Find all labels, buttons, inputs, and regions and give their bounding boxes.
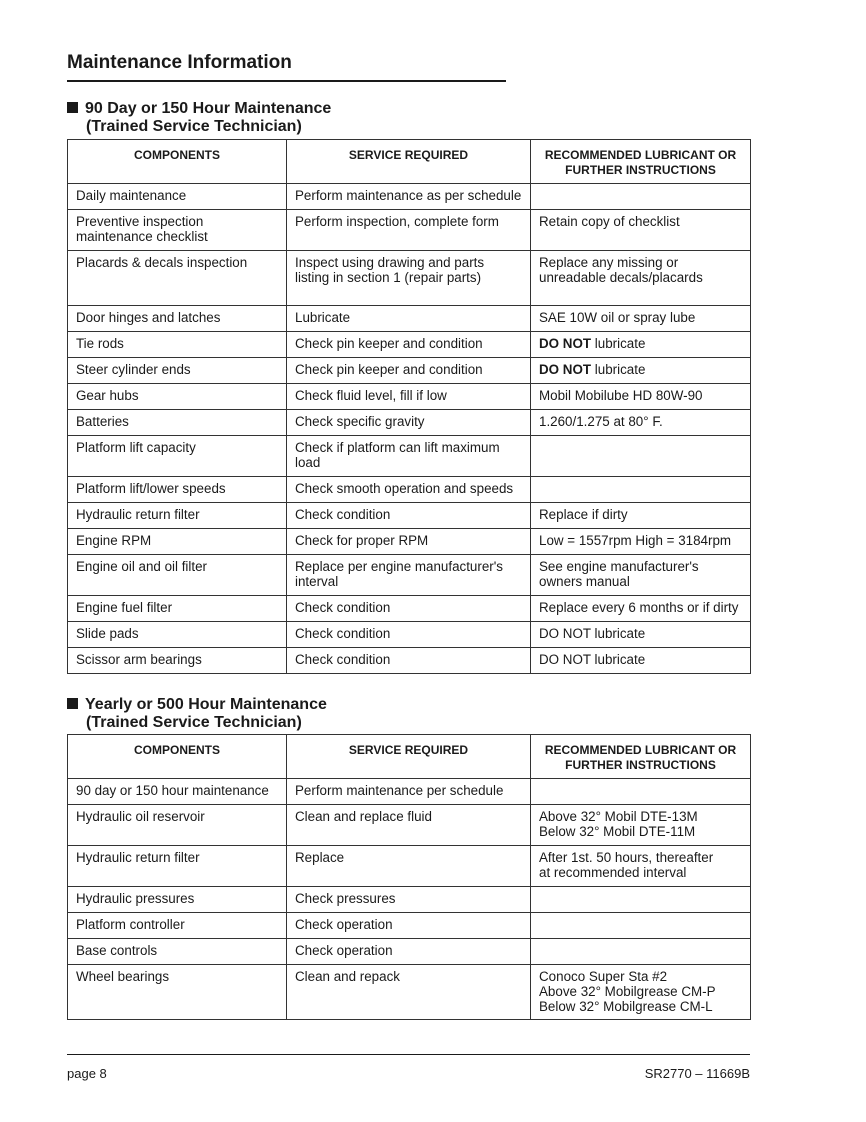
- table-row: [68, 251, 751, 306]
- notes-emphasis: DO NOT: [539, 336, 592, 351]
- cell-notes: [531, 184, 751, 210]
- cell-component: Engine oil and oil filter: [68, 555, 287, 596]
- bullet-square-icon: [67, 698, 78, 709]
- cell-component: Placards & decals inspection: [68, 251, 287, 306]
- document-id: SR2770 – 11669B: [644, 1066, 750, 1081]
- cell-notes: [531, 965, 751, 1020]
- cell-service: Perform maintenance as per schedule: [287, 184, 531, 210]
- notes-text: SAE 10W oil or spray lube: [539, 310, 696, 325]
- cell-notes: [531, 648, 751, 674]
- section-heading-line1: 90 Day or 150 Hour Maintenance: [85, 100, 332, 117]
- cell-component: Tie rods: [68, 332, 287, 358]
- cell-notes: [531, 555, 751, 596]
- cell-service: Check operation: [287, 939, 531, 965]
- table-row: [68, 436, 751, 477]
- cell-component: Platform controller: [68, 913, 287, 939]
- table-row: [68, 596, 751, 622]
- cell-notes: [531, 596, 751, 622]
- table-row: [68, 410, 751, 436]
- cell-service: Check condition: [287, 648, 531, 674]
- cell-service: Check for proper RPM: [287, 529, 531, 555]
- table-row: [68, 358, 751, 384]
- cell-notes: [531, 913, 751, 939]
- cell-service: Clean and repack: [287, 965, 531, 1020]
- table-row: [68, 184, 751, 210]
- table-row: [68, 306, 751, 332]
- table-row: [68, 846, 751, 887]
- table-row: [68, 887, 751, 913]
- section-heading-line2: (Trained Service Technician): [86, 118, 302, 135]
- cell-notes: [531, 887, 751, 913]
- cell-service: Inspect using drawing and parts listing in section 1 (repair parts): [287, 251, 531, 306]
- notes-text: After 1st. 50 hours, thereafter at recommended interval: [539, 850, 714, 880]
- cell-service: Check condition: [287, 596, 531, 622]
- notes-emphasis: DO NOT: [539, 362, 592, 377]
- cell-service: Perform maintenance per schedule: [287, 779, 531, 805]
- table-row: [68, 332, 751, 358]
- cell-component: Platform lift capacity: [68, 436, 287, 477]
- cell-notes: [531, 436, 751, 477]
- notes-text: 1.260/1.275 at 80° F.: [539, 414, 663, 429]
- cell-service: Perform inspection, complete form: [287, 210, 531, 251]
- cell-notes: [531, 779, 751, 805]
- cell-service: Check fluid level, fill if low: [287, 384, 531, 410]
- cell-component: Engine RPM: [68, 529, 287, 555]
- table-row: [68, 939, 751, 965]
- notes-text: Low = 1557rpm High = 3184rpm: [539, 533, 732, 548]
- cell-notes: [531, 358, 751, 384]
- table-header-row: [68, 735, 751, 779]
- cell-service: Check smooth operation and speeds: [287, 477, 531, 503]
- cell-notes: [531, 210, 751, 251]
- bullet-square-icon: [67, 102, 78, 113]
- cell-notes: [531, 332, 751, 358]
- table-row: [68, 648, 751, 674]
- cell-service: Check condition: [287, 622, 531, 648]
- notes-text: Replace every 6 months or if dirty: [539, 600, 739, 615]
- cell-component: Preventive inspection maintenance checklist: [68, 210, 287, 251]
- footer-divider: [67, 1054, 750, 1055]
- page-title: Maintenance Information: [67, 52, 292, 73]
- cell-service: Replace per engine manufacturer's interval: [287, 555, 531, 596]
- table-row: [68, 622, 751, 648]
- header-components: COMPONENTS: [68, 140, 287, 184]
- cell-service: Clean and replace fluid: [287, 805, 531, 846]
- cell-notes: [531, 503, 751, 529]
- header-recommended-lubricant: RECOMMENDED LUBRICANT OR FURTHER INSTRUCTIONS: [531, 140, 751, 184]
- table-row: [68, 965, 751, 1020]
- cell-component: Wheel bearings: [68, 965, 287, 1020]
- cell-component: Platform lift/lower speeds: [68, 477, 287, 503]
- cell-service: Check if platform can lift maximum load: [287, 436, 531, 477]
- notes-text: Conoco Super Sta #2 Above 32° Mobilgrease CM-P Below 32° Mobilgrease CM-L: [539, 969, 716, 1014]
- table-row: [68, 913, 751, 939]
- table-row: [68, 779, 751, 805]
- header-service-required: SERVICE REQUIRED: [287, 735, 531, 779]
- table-row: [68, 805, 751, 846]
- table-row: [68, 384, 751, 410]
- cell-service: Lubricate: [287, 306, 531, 332]
- cell-notes: [531, 477, 751, 503]
- cell-component: Slide pads: [68, 622, 287, 648]
- notes-text: Replace any missing or unreadable decals/placards: [539, 255, 703, 285]
- cell-notes: [531, 529, 751, 555]
- section-heading-line2: (Trained Service Technician): [86, 714, 302, 731]
- cell-notes: [531, 410, 751, 436]
- cell-component: Hydraulic oil reservoir: [68, 805, 287, 846]
- cell-component: Steer cylinder ends: [68, 358, 287, 384]
- table-row: [68, 210, 751, 251]
- cell-notes: [531, 306, 751, 332]
- cell-notes: [531, 622, 751, 648]
- cell-notes: [531, 384, 751, 410]
- header-components: COMPONENTS: [68, 735, 287, 779]
- cell-component: Batteries: [68, 410, 287, 436]
- cell-component: Gear hubs: [68, 384, 287, 410]
- cell-component: Daily maintenance: [68, 184, 287, 210]
- cell-service: Check condition: [287, 503, 531, 529]
- table-header-row: [68, 140, 751, 184]
- cell-component: Hydraulic pressures: [68, 887, 287, 913]
- cell-notes: [531, 846, 751, 887]
- table-row: [68, 503, 751, 529]
- section-heading-yearly: [67, 696, 327, 732]
- cell-notes: [531, 251, 751, 306]
- notes-text: Above 32° Mobil DTE-13M Below 32° Mobil DTE-11M: [539, 809, 698, 839]
- cell-component: Engine fuel filter: [68, 596, 287, 622]
- cell-service: Check specific gravity: [287, 410, 531, 436]
- notes-text: Retain copy of checklist: [539, 214, 680, 229]
- section-heading-line1: Yearly or 500 Hour Maintenance: [85, 696, 327, 713]
- title-divider: [67, 80, 506, 82]
- cell-service: Check pressures: [287, 887, 531, 913]
- maintenance-table-90-day: [67, 139, 751, 674]
- page-number: page 8: [67, 1066, 107, 1081]
- cell-component: Scissor arm bearings: [68, 648, 287, 674]
- maintenance-table-yearly: [67, 734, 751, 1020]
- cell-notes: [531, 939, 751, 965]
- cell-component: Door hinges and latches: [68, 306, 287, 332]
- table-row: [68, 477, 751, 503]
- notes-text: DO NOT lubricate: [539, 652, 646, 667]
- notes-text: Mobil Mobilube HD 80W-90: [539, 388, 703, 403]
- section-heading-90-day: [67, 100, 331, 136]
- cell-component: Hydraulic return filter: [68, 846, 287, 887]
- header-recommended-lubricant: RECOMMENDED LUBRICANT OR FURTHER INSTRUCTIONS: [531, 735, 751, 779]
- cell-service: Check operation: [287, 913, 531, 939]
- notes-text: lubricate: [591, 362, 646, 377]
- cell-service: Replace: [287, 846, 531, 887]
- table-row: [68, 529, 751, 555]
- notes-text: lubricate: [591, 336, 646, 351]
- cell-component: Base controls: [68, 939, 287, 965]
- cell-service: Check pin keeper and condition: [287, 332, 531, 358]
- notes-text: DO NOT lubricate: [539, 626, 646, 641]
- notes-text: See engine manufacturer's owners manual: [539, 559, 699, 589]
- cell-notes: [531, 805, 751, 846]
- cell-component: 90 day or 150 hour maintenance: [68, 779, 287, 805]
- cell-service: Check pin keeper and condition: [287, 358, 531, 384]
- table-row: [68, 555, 751, 596]
- header-service-required: SERVICE REQUIRED: [287, 140, 531, 184]
- notes-text: Replace if dirty: [539, 507, 628, 522]
- cell-component: Hydraulic return filter: [68, 503, 287, 529]
